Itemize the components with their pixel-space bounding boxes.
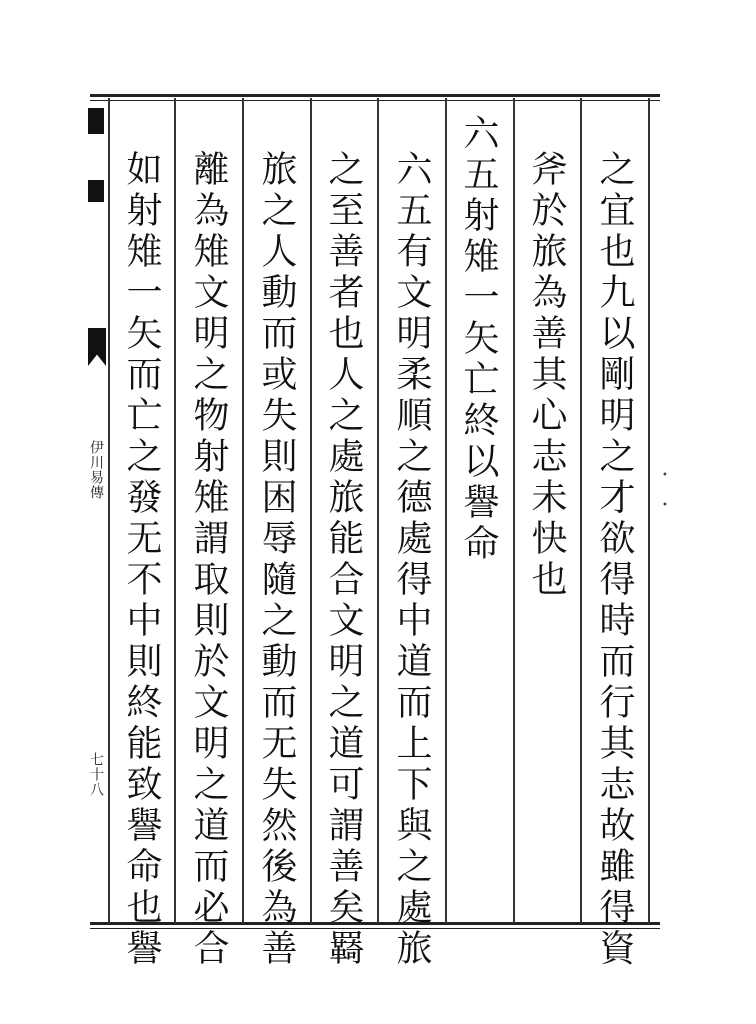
text-column-7: 離為雉文明之物射雉謂取則於文明之道而必合: [188, 150, 229, 970]
column-divider: [580, 98, 582, 924]
column-divider: [513, 98, 515, 924]
fishtail-mark-middle: [88, 180, 104, 202]
book-title: 伊川易傳: [88, 440, 104, 500]
column-divider: [310, 98, 312, 924]
text-column-3: 六五射雉一矢亡終以譽命: [458, 114, 499, 565]
right-border-rule: [648, 98, 650, 924]
scan-speck: •: [662, 500, 668, 511]
column-divider: [242, 98, 244, 924]
text-column-5: 之至善者也人之處旅能合文明之道可謂善矣羇: [323, 150, 364, 970]
text-column-8: 如射雉一矢而亡之發无不中則終能致譽命也譽: [121, 150, 162, 970]
text-column-4: 六五有文明柔順之德處得中道而上下與之處旅: [391, 150, 432, 970]
text-column-1: 之宜也九以剛明之才欲得時而行其志故雖得資: [594, 150, 635, 970]
top-border-rule: [90, 94, 660, 97]
column-divider: [377, 98, 379, 924]
bottom-border-rule-inner: [90, 928, 660, 929]
fishtail-mark-lower: [88, 328, 106, 366]
column-divider: [445, 98, 447, 924]
text-column-2: 斧於旅為善其心志未快也: [526, 150, 567, 601]
page-number: 七十八: [88, 752, 104, 797]
column-divider: [174, 98, 176, 924]
scan-speck: •: [662, 470, 668, 481]
text-column-6: 旅之人動而或失則困辱隨之動而无失然後為善: [256, 150, 297, 970]
fishtail-mark-upper: [88, 108, 104, 134]
column-divider: [108, 98, 110, 924]
